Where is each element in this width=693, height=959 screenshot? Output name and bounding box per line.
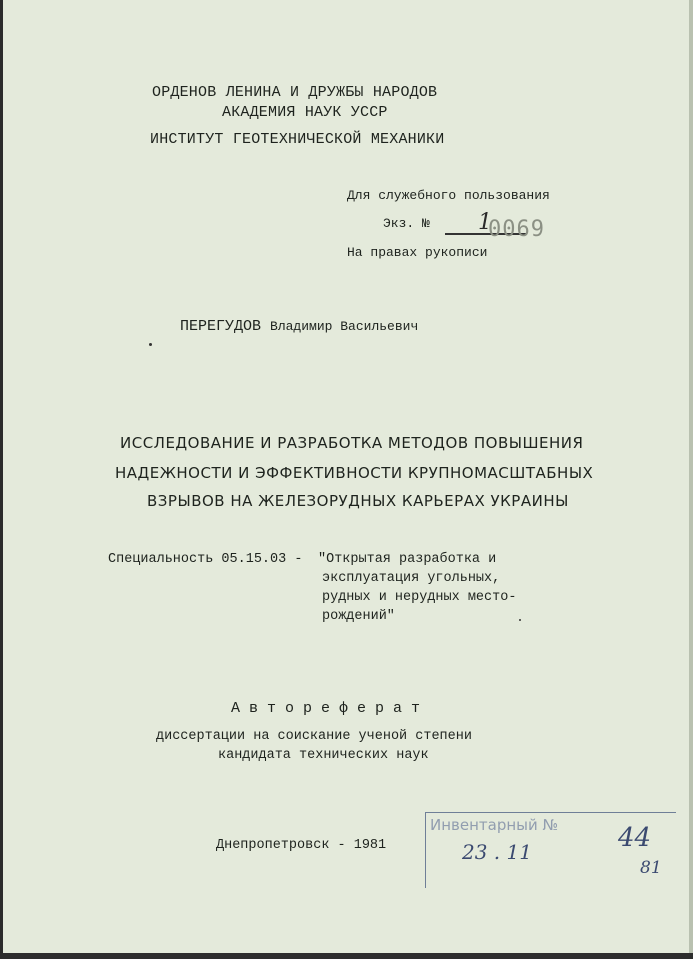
page-edge-bottom [0,953,693,959]
abstract-line-1: диссертации на соискание ученой степени [156,729,472,744]
title-line-2: НАДЕЖНОСТИ И ЭФФЕКТИВНОСТИ КРУПНОМАСШТАБНЫХ [115,464,594,482]
author-surname: ПЕРЕГУДОВ [180,318,262,335]
page-edge-right [689,0,693,959]
copy-number-handwritten: 1 [478,210,492,235]
title-line-3: ВЗРЫВОВ НА ЖЕЛЕЗОРУДНЫХ КАРЬЕРАХ УКРАИНЫ [147,492,569,510]
specialty-label: Специальность 05.15.03 - [108,552,303,567]
header-line-1: ОРДЕНОВ ЛЕНИНА И ДРУЖБЫ НАРОДОВ [152,84,438,101]
title-line-1: ИССЛЕДОВАНИЕ И РАЗРАБОТКА МЕТОДОВ ПОВЫШЕНИЯ [120,434,584,452]
specialty-line-1: "Открытая разработка и [318,552,497,567]
manuscript-rights-label: На правах рукописи [347,245,488,260]
inventory-date-handwritten: 23 . 11 [462,840,532,864]
inventory-year-handwritten: 81 [640,858,662,878]
author-given-names: Владимир Васильевич [270,319,419,334]
abstract-heading: А в т о р е ф е р а т [231,700,421,717]
page-edge-left [0,0,3,959]
ink-speck [149,343,152,346]
inventory-stamp-label: Инвентарный № [430,816,559,834]
inventory-number-handwritten: 44 [618,823,652,853]
specialty-line-3: рудных и нерудных место- [322,590,517,605]
header-line-3: ИНСТИТУТ ГЕОТЕХНИЧЕСКОЙ МЕХАНИКИ [150,131,445,148]
specialty-line-4: рождений" [322,609,395,624]
copy-number-label: Экз. № [383,216,430,231]
header-line-2: АКАДЕМИЯ НАУК УССР [222,104,388,121]
place-and-year: Днепропетровск - 1981 [216,838,387,853]
abstract-line-2: кандидата технических наук [218,748,429,763]
restricted-use-label: Для служебного пользования [347,188,550,203]
copy-number-stamp: 0069 [488,217,545,242]
specialty-line-2: эксплуатация угольных, [322,571,501,586]
author-name [180,319,418,334]
ink-speck [519,619,521,621]
